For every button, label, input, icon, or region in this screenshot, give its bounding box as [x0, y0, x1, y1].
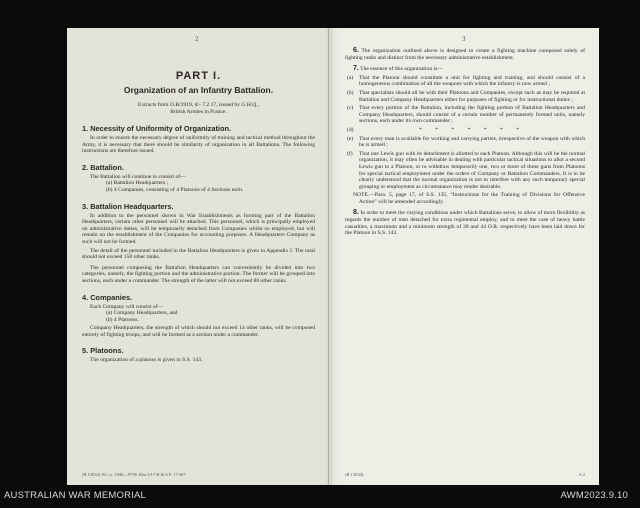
page-number-left: 2	[195, 35, 199, 43]
caption-accession-number: AWM2023.9.10	[560, 490, 628, 501]
item-label: (b)	[347, 89, 354, 96]
section-number-7: 7.	[353, 65, 359, 73]
item-text: * * * * * * *	[419, 126, 525, 133]
section-text-3b: The detail of the personnel included in the Battalion Headquarters is given in Appendix I. The total should not exceed 150 other ranks.	[82, 247, 315, 261]
section-heading-2: 2. Battalion.	[82, 162, 124, 172]
section-heading-4: 4. Companies.	[82, 292, 133, 302]
section-heading-5: 5. Platoons.	[82, 346, 124, 356]
right-page-content	[345, 46, 585, 237]
section-text-4: Company Headquarters, the strength of which should not exceed 14 other ranks, will be composed entirely of fighting troops, and will be formed as a section under a commander.	[82, 325, 315, 338]
list-item	[345, 75, 585, 88]
section-text-6: The organization outlined above is designed to create a fighting machine composed solely of fighting ranks and distinct from the necessary administrative establishment.	[345, 48, 585, 61]
list-item	[345, 90, 585, 103]
list-item	[345, 151, 585, 191]
list-item	[345, 127, 585, 134]
page-number-right: 3	[462, 35, 466, 43]
section-heading-1: 1. Necessity of Uniformity of Organization.	[82, 124, 232, 133]
right-page	[329, 28, 599, 485]
item-label: (f)	[347, 150, 353, 157]
section-item-4b: (b) 4 Platoons.	[106, 316, 139, 323]
item-text: That specialists should all be with their Platoons and Companies, except such as may be required at Battalion and Company Headquarters either for purposes of fighting or for instructional duties ;	[359, 89, 585, 103]
list-item	[345, 136, 585, 149]
extract-line-1: Extracts from O.B/1919, d/- 7.2.17, issued by G.H.Q.,	[137, 102, 260, 108]
section-intro-2: The Battalion will continue to consist of—	[90, 173, 186, 180]
section-text-3a: In addition to the personnel shown in War Establishments as forming part of the Battalion Headquarters, certain other personnel will be attached. This personnel, which is principally employed on administrative duties, will be temporarily detached from Companies whilst so employed, but will remain on the establishment of the Companies for accounting purposes. A Headquarters Company as such will not be formed.	[82, 212, 315, 245]
item-label: (a)	[347, 74, 354, 81]
item-text: That one Lewis gun with its detachment is allotted to each Platoon. Although this will be the normal organization, it may often be advisable in dealing with particular tactical situations to allot a second Lewis gun to a Platoon, or to withdraw temporarily one, two or more of these guns from Platoons for special tactical employment under the orders of Company or Battalion Commanders. It is to be clearly understood that the normal organization is not to interfere with any such temporary special grouping or employment as circumstance may render desirable.	[359, 150, 585, 190]
item-label: (c)	[347, 105, 354, 112]
section-item-2a: (a) Battalion Headquarters ;	[106, 180, 169, 187]
section-6	[345, 48, 585, 61]
item-text: That the Platoon should constitute a unit for fighting and training, and should consist of a homogeneous combination of all the weapons with which the infantry is now armed ;	[359, 74, 585, 88]
section-text-8: In order to meet the varying conditions under which Battalions serve, to allow of more flexibility as regards the number of men detached for extra regimental employ, and to meet the case of heavy battle casualties, a maximum and a minimum strength of 28 and 44 O.R. respectively have been laid down for the Platoon in S.S. 143.	[345, 210, 585, 237]
item-text: That every portion of the Battalion, including the fighting portion of Battalion Headquarters and Company Headquarters, should consist of a certain number of permanently formed units, namely sections, each under its own commander ;	[359, 105, 585, 125]
part-subtitle: Organization of an Infantry Battalion.	[123, 85, 274, 95]
section-text-3c: The personnel composing the Battalion Headquarters can conveniently be divided into two categories, namely, the fighting portion and the administrative portion. The former will be grouped into sections, each under a commander. The strength of the latter will not exceed 80 other ranks.	[82, 264, 315, 284]
section-item-4a: (a) Company Headquarters, and	[106, 310, 178, 317]
left-page-footer: (B 13034) Wt. w. 1949—9796 10m 3/17 H & S P. 17/367	[82, 472, 186, 477]
section-7	[345, 66, 585, 73]
caption-institution: AUSTRALIAN WAR MEMORIAL	[4, 490, 147, 501]
part-title: PART I.	[175, 70, 222, 82]
left-page	[67, 28, 329, 485]
amendment-note: NOTE.—Para. 5, page 17, of S.S. 135, “Instructions for the Training of Divisions for Offensive Action” will be amended accordingly.	[353, 192, 585, 205]
left-page-content	[82, 50, 315, 364]
right-footer-code: (B 13034)	[345, 472, 364, 477]
section-intro-4: Each Company will consist of—	[90, 303, 164, 310]
section-8	[345, 210, 585, 236]
item-label: (d)	[347, 126, 354, 133]
section-number-6: 6.	[353, 47, 359, 54]
document-spread	[67, 28, 599, 485]
section-intro-7: The essence of this organization is—	[360, 66, 443, 73]
section-item-2b: (b) 4 Companies, consisting of 4 Platoons of 4 Sections each.	[106, 186, 244, 193]
extract-note	[82, 102, 315, 116]
section-number-8: 8.	[353, 209, 359, 217]
right-page-footer	[345, 472, 585, 477]
extract-line-2: British Armies in France.	[170, 109, 227, 115]
section-text-1: In order to ensure the necessary degree of uniformity of training and tactical method throughout the Army, it is necessary that there should be similarity of organization in all Battalions. The following instructions are therefore issued.	[82, 135, 315, 155]
section-text-5: The organization of a platoon is given in S.S. 143.	[90, 357, 203, 364]
right-footer-signature: A 2	[578, 472, 585, 477]
item-text: That every man is available for working and carrying parties, irrespective of the weapon with which he is armed ;	[359, 135, 585, 149]
list-item	[345, 105, 585, 125]
item-label: (e)	[347, 135, 354, 142]
section-heading-3: 3. Battalion Headquarters.	[82, 201, 174, 211]
